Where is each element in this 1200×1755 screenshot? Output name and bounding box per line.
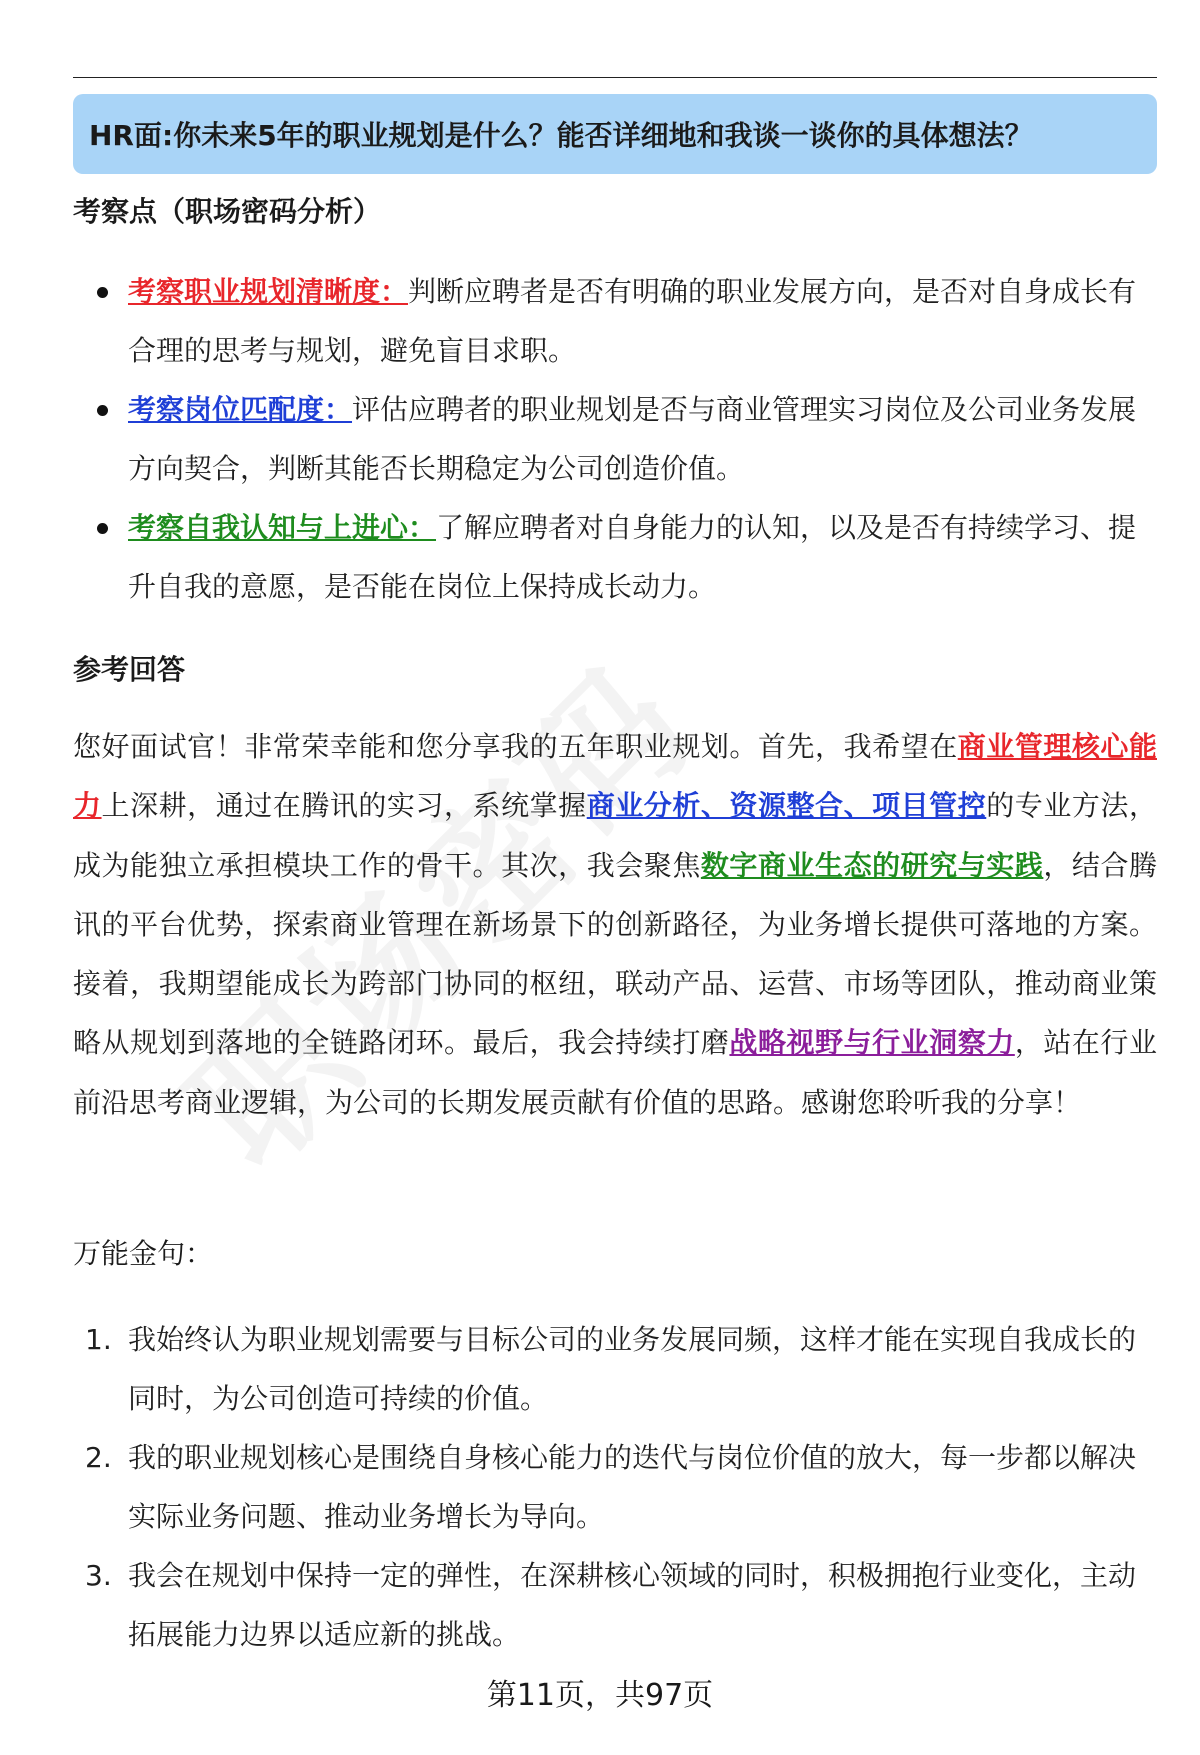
answer-text: ，结合腾讯的平台优势，探索商业管理在新场景下的创新路径，为业务增长提供可落地的方案。接着，我期望能成长为跨部门协同的枢纽，联动产品、运营、市场等团队，推动商业策略从规划到落地的全链路闭环。最后，我会持续打磨: [73, 848, 1157, 1060]
list-item: [73, 498, 1157, 616]
answer-text: 的专业方法，成为能独立承担模块工作的骨干。其次，我会聚焦: [73, 789, 1157, 882]
answer-highlight: 战略视野与行业洞察力: [729, 1026, 1015, 1060]
bullet-lead: 考察自我认知与上进心：: [128, 511, 437, 544]
list-number: 3.: [85, 1559, 112, 1592]
bullet-dot-icon: [97, 405, 108, 416]
top-rule: [73, 77, 1157, 78]
answer-highlight: 商业分析、资源整合、项目管控: [586, 789, 987, 823]
bullet-dot-icon: [97, 287, 108, 298]
list-item: [73, 262, 1157, 380]
page-footer: 第11页，共97页: [486, 1678, 714, 1713]
golden-sentences-label: 万能金句：: [73, 1237, 214, 1270]
list-text: 我的职业规划核心是围绕自身核心能力的迭代与岗位价值的放大，每一步都以解决实际业务问题、推动业务增长为导向。: [128, 1441, 1137, 1533]
section-title-answer: 参考回答: [73, 653, 186, 686]
list-item: [73, 1428, 1157, 1546]
bullet-text: 判断应聘者是否有明确的职业发展方向，是否对自身成长有合理的思考与规划，避免盲目求职。: [128, 275, 1137, 367]
list-item: [73, 380, 1157, 498]
list-text: 我始终认为职业规划需要与目标公司的业务发展同频，这样才能在实现自我成长的同时，为公司创造可持续的价值。: [128, 1323, 1137, 1415]
bullet-lead: 考察岗位匹配度：: [128, 393, 353, 426]
answer-highlight: 商业管理核心能力: [73, 730, 1157, 823]
golden-sentences-list: [73, 1310, 1157, 1664]
answer-text: 您好面试官！非常荣幸能和您分享我的五年职业规划。首先，我希望在: [73, 730, 958, 763]
analysis-list: [73, 262, 1157, 616]
answer-text: ，站在行业前沿思考商业逻辑，为公司的长期发展贡献有价值的思路。感谢您聆听我的分享！: [73, 1026, 1157, 1119]
list-item: [73, 1310, 1157, 1428]
bullet-text: 评估应聘者的职业规划是否与商业管理实习岗位及公司业务发展方向契合，判断其能否长期稳定为公司创造价值。: [128, 393, 1137, 485]
list-number: 2.: [85, 1441, 112, 1474]
section-title-analysis: 考察点（职场密码分析）: [73, 195, 382, 228]
list-text: 我会在规划中保持一定的弹性，在深耕核心领域的同时，积极拥抱行业变化，主动拓展能力边界以适应新的挑战。: [128, 1559, 1137, 1651]
question-text: HR面:你未来5年的职业规划是什么？能否详细地和我谈一谈你的具体想法？: [89, 119, 1033, 152]
list-item: [73, 1546, 1157, 1664]
question-box: [73, 94, 1157, 174]
answer-highlight: 数字商业生态的研究与实践: [700, 848, 1044, 882]
reference-answer: [73, 717, 1157, 1132]
list-number: 1.: [85, 1323, 112, 1356]
bullet-lead: 考察职业规划清晰度：: [128, 275, 409, 308]
answer-text: 上深耕，通过在腾讯的实习，系统掌握: [101, 789, 587, 823]
bullet-text: 了解应聘者对自身能力的认知，以及是否有持续学习、提升自我的意愿，是否能在岗位上保持成长动力。: [128, 511, 1137, 603]
bullet-dot-icon: [97, 523, 108, 534]
